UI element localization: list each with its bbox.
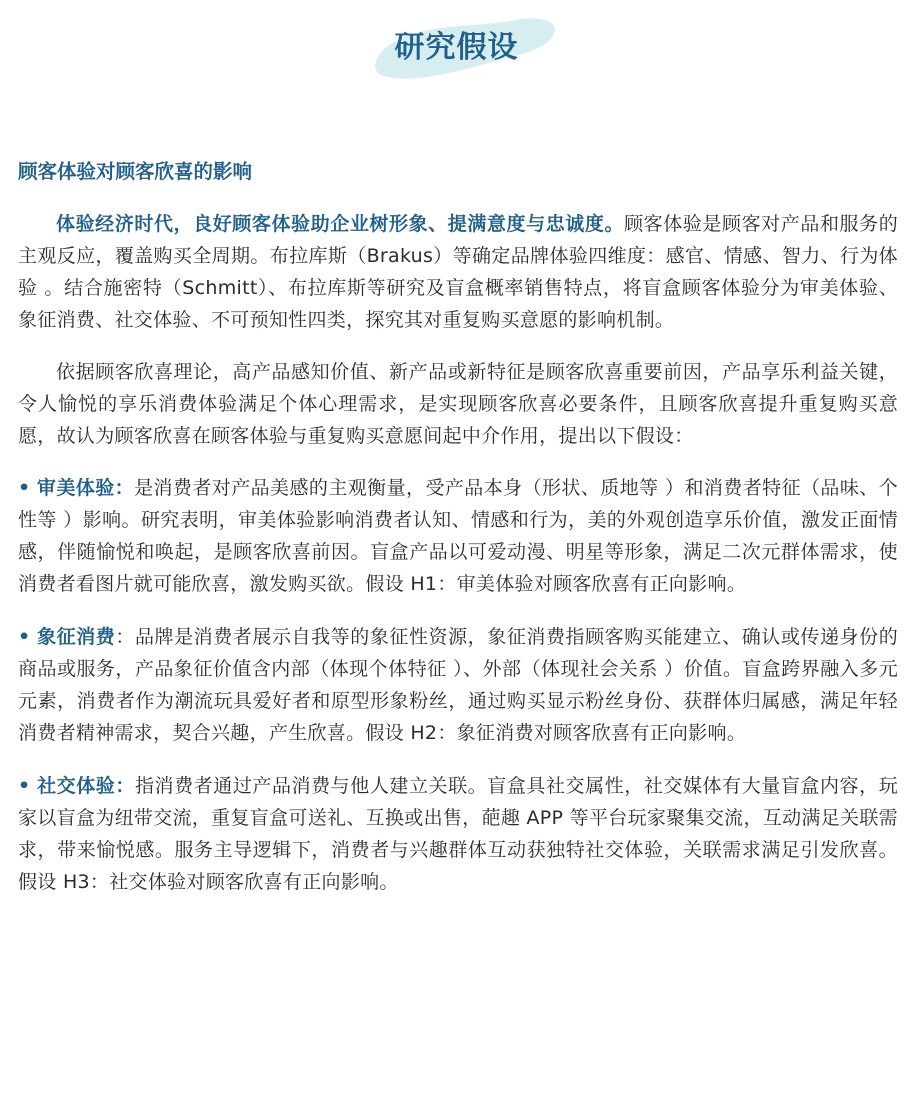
intro-lead-sentence: 体验经济时代，良好顾客体验助企业树形象、提满意度与忠诚度。 [56, 213, 625, 235]
bullet-dot-icon: • [18, 626, 31, 648]
bullet-text: ：品牌是消费者展示自我等的象征性资源，象征消费指顾客购买能建立、确认或传递身份的商品或服务，产品象征价值含内部（体现个体特征 ）、外部（体现社会关系 ）价值。盲盒跨界融入多元元素，消费者作为潮流玩具爱好者和原型形象粉丝，通过购买显示粉丝身份、获群体归属感，满足年轻消费者精神需求，契合兴趣，产生欣喜。假设 H2：象征消费对顾客欣喜有正向影响。 [18, 626, 898, 744]
bullet-term: 审美体验： [36, 477, 135, 499]
article-body [18, 155, 898, 919]
bullet-text: 指消费者通过产品消费与他人建立关联。盲盒具社交属性，社交媒体有大量盲盒内容，玩家以盲盒为纽带交流，重复盲盒可送礼、互换或出售，葩趣 APP 等平台玩家聚集交流，互动满足关联需求，带来愉悦感。服务主导逻辑下，消费者与兴趣群体互动获独特社交体验，关联需求满足引发欣喜。假设 H3：社交体验对顾客欣喜有正向影响。 [18, 775, 899, 893]
bullet-social-experience [18, 770, 898, 898]
bullet-term: 象征消费 [37, 626, 116, 648]
section-heading: 顾客体验对顾客欣喜的影响 [18, 160, 253, 183]
bullet-symbolic-consumption [18, 621, 898, 749]
bullet-text: 是消费者对产品美感的主观衡量，受产品本身（形状、质地等 ）和消费者特征（品味、个性等 ）影响。研究表明，审美体验影响消费者认知、情感和行为，美的外观创造享乐价值，激发正面情感，伴随愉悦和唤起，是顾客欣喜前因。盲盒产品以可爱动漫、明星等形象，满足二次元群体需求，使消费者看图片就可能欣喜，激发购买欲。假设 H1：审美体验对顾客欣喜有正向影响。 [18, 477, 898, 595]
bullet-dot-icon: • [18, 477, 31, 499]
bullet-term: 社交体验： [37, 775, 135, 797]
intro-body-text: 顾客体验是顾客对产品和服务的主观反应，覆盖购买全周期。布拉库斯（Brakus）等确定品牌体验四维度：感官、情感、智力、行为体验 。结合施密特（Schmitt）、布拉库斯等研究及盲盒概率销售特点，将盲盒顾客体验分为审美体验、象征消费、社交体验、不可预知性四类，探究其对重复购买意愿的影响机制。 [18, 213, 899, 331]
bullet-aesthetic-experience [18, 472, 898, 600]
theory-paragraph: 依据顾客欣喜理论，高产品感知价值、新产品或新特征是顾客欣喜重要前因，产品享乐利益关键，令人愉悦的享乐消费体验满足个体心理需求，是实现顾客欣喜必要条件，且顾客欣喜提升重复购买意愿，故认为顾客欣喜在顾客体验与重复购买意愿间起中介作用，提出以下假设： [18, 361, 898, 447]
title-area [0, 0, 913, 100]
bullet-dot-icon: • [18, 775, 31, 797]
page-title: 研究假设 [394, 30, 519, 65]
intro-paragraph [18, 208, 898, 336]
